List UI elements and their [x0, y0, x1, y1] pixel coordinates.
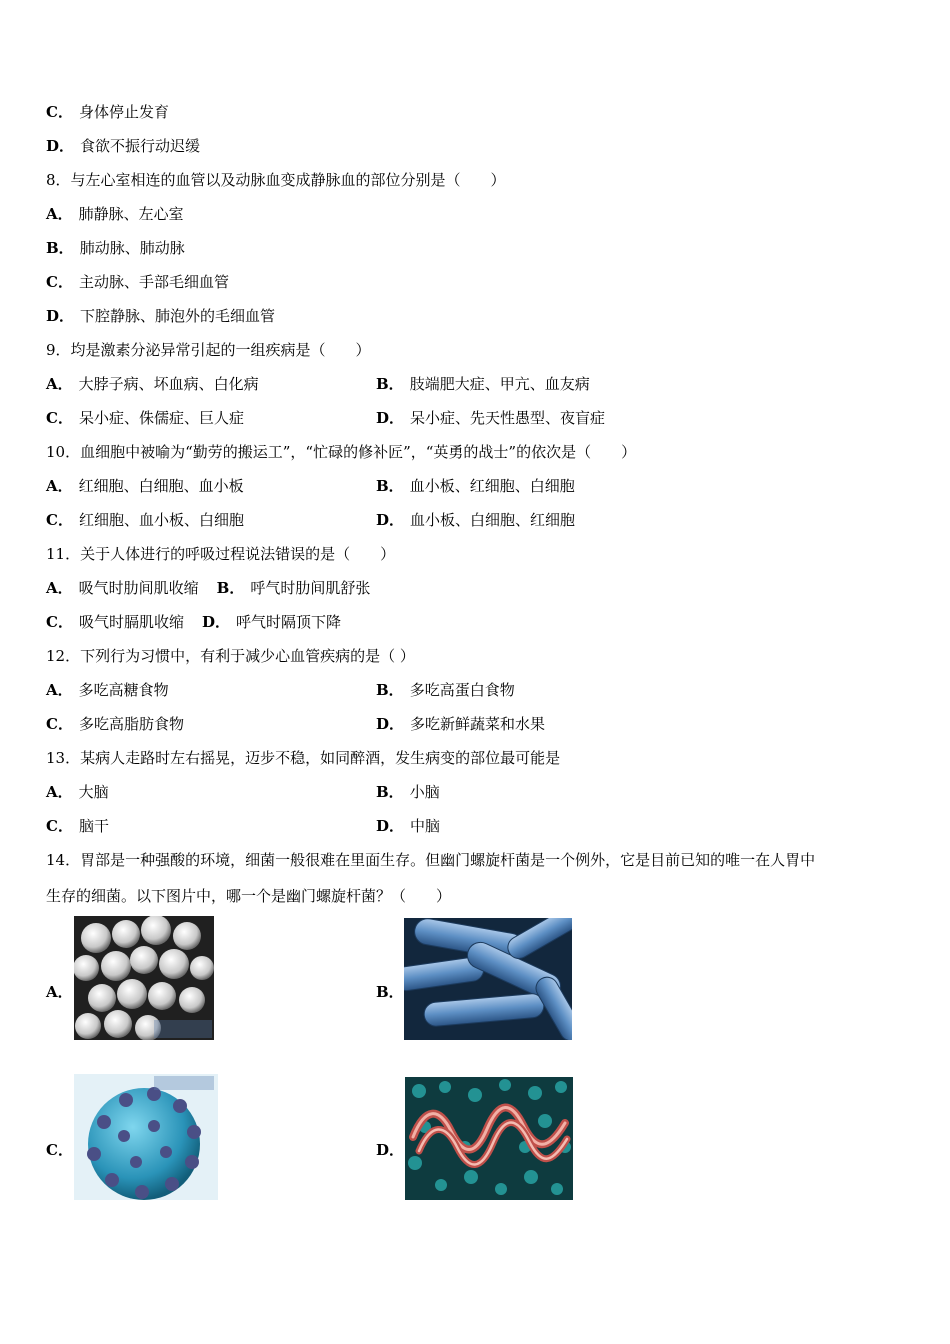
option-text: 多吃高糖食物 — [78, 681, 169, 699]
q14-image-spiral — [405, 1077, 573, 1200]
option-text: 肺静脉、左心室 — [78, 205, 184, 223]
q14-option-d-letter: D． — [376, 1141, 405, 1159]
option-letter: D． — [201, 613, 230, 631]
option-letter: A． — [46, 375, 73, 393]
option-text: 红细胞、血小板、白细胞 — [78, 511, 244, 529]
q14-image-cocci — [74, 916, 214, 1040]
q12-option-a — [46, 680, 169, 700]
option-text: 大脖子病、坏血病、白化病 — [78, 375, 259, 393]
option-letter: C． — [46, 613, 73, 631]
option-text: 多吃高蛋白食物 — [409, 681, 515, 699]
q10-option-d — [376, 510, 575, 530]
option-letter: D． — [46, 307, 75, 325]
option-letter: B． — [376, 783, 404, 801]
q9-option-b — [376, 374, 590, 394]
q10-option-c — [46, 510, 244, 530]
option-letter: A． — [46, 579, 73, 597]
q11-options-ab — [46, 578, 370, 598]
q11-stem: 11．关于人体进行的呼吸过程说法错误的是（ ） — [46, 545, 396, 563]
option-text: 血小板、红细胞、白细胞 — [409, 477, 575, 495]
option-text: 多吃新鲜蔬菜和水果 — [410, 715, 546, 733]
option-text: 血小板、白细胞、红细胞 — [410, 511, 576, 529]
option-letter: D． — [376, 409, 405, 427]
option-text: 下腔静脉、肺泡外的毛细血管 — [80, 307, 276, 325]
q13-option-a — [46, 782, 109, 802]
option-text: 呼气时隔顶下降 — [235, 613, 341, 631]
option-letter: C． — [46, 103, 73, 121]
option-text: 呼气时肋间肌舒张 — [250, 579, 371, 597]
q13-stem: 13．某病人走路时左右摇晃，迈步不稳，如同醉酒，发生病变的部位最可能是 — [46, 749, 561, 767]
option-letter: C． — [46, 817, 73, 835]
option-letter: B． — [46, 239, 74, 257]
q14-image-virus — [74, 1074, 218, 1200]
q11-options-cd — [46, 612, 341, 632]
option-text: 身体停止发育 — [78, 103, 169, 121]
q8-option-c — [46, 272, 229, 292]
q12-stem: 12．下列行为习惯中，有利于减少心血管疾病的是（ ） — [46, 647, 415, 665]
q13-option-c — [46, 816, 109, 836]
option-letter: D． — [376, 715, 405, 733]
spiral-illustration — [405, 1077, 573, 1200]
q12-option-c — [46, 714, 184, 734]
virus-illustration — [74, 1074, 218, 1200]
option-letter: C． — [46, 409, 73, 427]
q14-stem-line1: 14．胃部是一种强酸的环境，细菌一般很难在里面生存。但幽门螺旋杆菌是一个例外，它是目前已知的唯一在人胃中 — [46, 851, 816, 869]
option-text: 呆小症、侏儒症、巨人症 — [78, 409, 244, 427]
q9-stem: 9．均是激素分泌异常引起的一组疾病是（ ） — [46, 341, 371, 359]
q7-option-c — [46, 102, 169, 122]
option-text: 呆小症、先天性愚型、夜盲症 — [410, 409, 606, 427]
option-letter: D． — [376, 817, 405, 835]
option-text: 吸气时肋间肌收缩 — [78, 579, 199, 597]
option-letter: A． — [46, 477, 73, 495]
option-letter: B． — [376, 375, 404, 393]
q12-option-b — [376, 680, 515, 700]
option-letter: B． — [216, 579, 245, 597]
q8-stem: 8．与左心室相连的血管以及动脉血变成静脉血的部位分别是（ ） — [46, 171, 506, 189]
q14-image-rods — [404, 918, 572, 1040]
option-letter: C． — [46, 511, 73, 529]
cocci-illustration — [74, 916, 214, 1040]
q10-option-b — [376, 476, 575, 496]
option-letter: A． — [46, 783, 73, 801]
option-text: 主动脉、手部毛细血管 — [78, 273, 229, 291]
option-text: 小脑 — [409, 783, 440, 801]
q10-stem: 10．血细胞中被喻为“勤劳的搬运工”，“忙碌的修补匠”，“英勇的战士”的依次是（ ） — [46, 443, 637, 461]
option-text: 肢端肥大症、甲亢、血友病 — [409, 375, 590, 393]
option-letter: D． — [376, 511, 405, 529]
q9-option-c — [46, 408, 244, 428]
q8-option-d — [46, 306, 275, 326]
option-letter: D． — [46, 137, 75, 155]
q8-option-a — [46, 204, 184, 224]
option-text: 脑干 — [78, 817, 109, 835]
q9-option-d — [376, 408, 605, 428]
option-text: 多吃高脂肪食物 — [78, 715, 184, 733]
option-text: 红细胞、白细胞、血小板 — [78, 477, 244, 495]
option-text: 食欲不振行动迟缓 — [80, 137, 201, 155]
option-letter: C． — [46, 715, 73, 733]
q14-stem-line2: 生存的细菌。以下图片中，哪一个是幽门螺旋杆菌？（ ） — [46, 887, 452, 905]
option-letter: B． — [376, 477, 404, 495]
option-letter: A． — [46, 681, 73, 699]
q13-option-d — [376, 816, 440, 836]
q14-option-a-letter: A． — [46, 983, 73, 1001]
option-text: 肺动脉、肺动脉 — [79, 239, 185, 257]
option-letter: A． — [46, 205, 73, 223]
option-text: 中脑 — [410, 817, 441, 835]
q12-option-d — [376, 714, 545, 734]
q9-option-a — [46, 374, 259, 394]
q14-option-c-letter: C． — [46, 1141, 73, 1159]
option-letter: B． — [376, 681, 404, 699]
q13-option-b — [376, 782, 440, 802]
option-text: 大脑 — [78, 783, 109, 801]
option-text: 吸气时膈肌收缩 — [78, 613, 184, 631]
q7-option-d — [46, 136, 200, 156]
q10-option-a — [46, 476, 244, 496]
option-letter: C． — [46, 273, 73, 291]
rods-illustration — [404, 918, 572, 1040]
q14-option-b-letter: B． — [376, 983, 404, 1001]
q8-option-b — [46, 238, 185, 258]
